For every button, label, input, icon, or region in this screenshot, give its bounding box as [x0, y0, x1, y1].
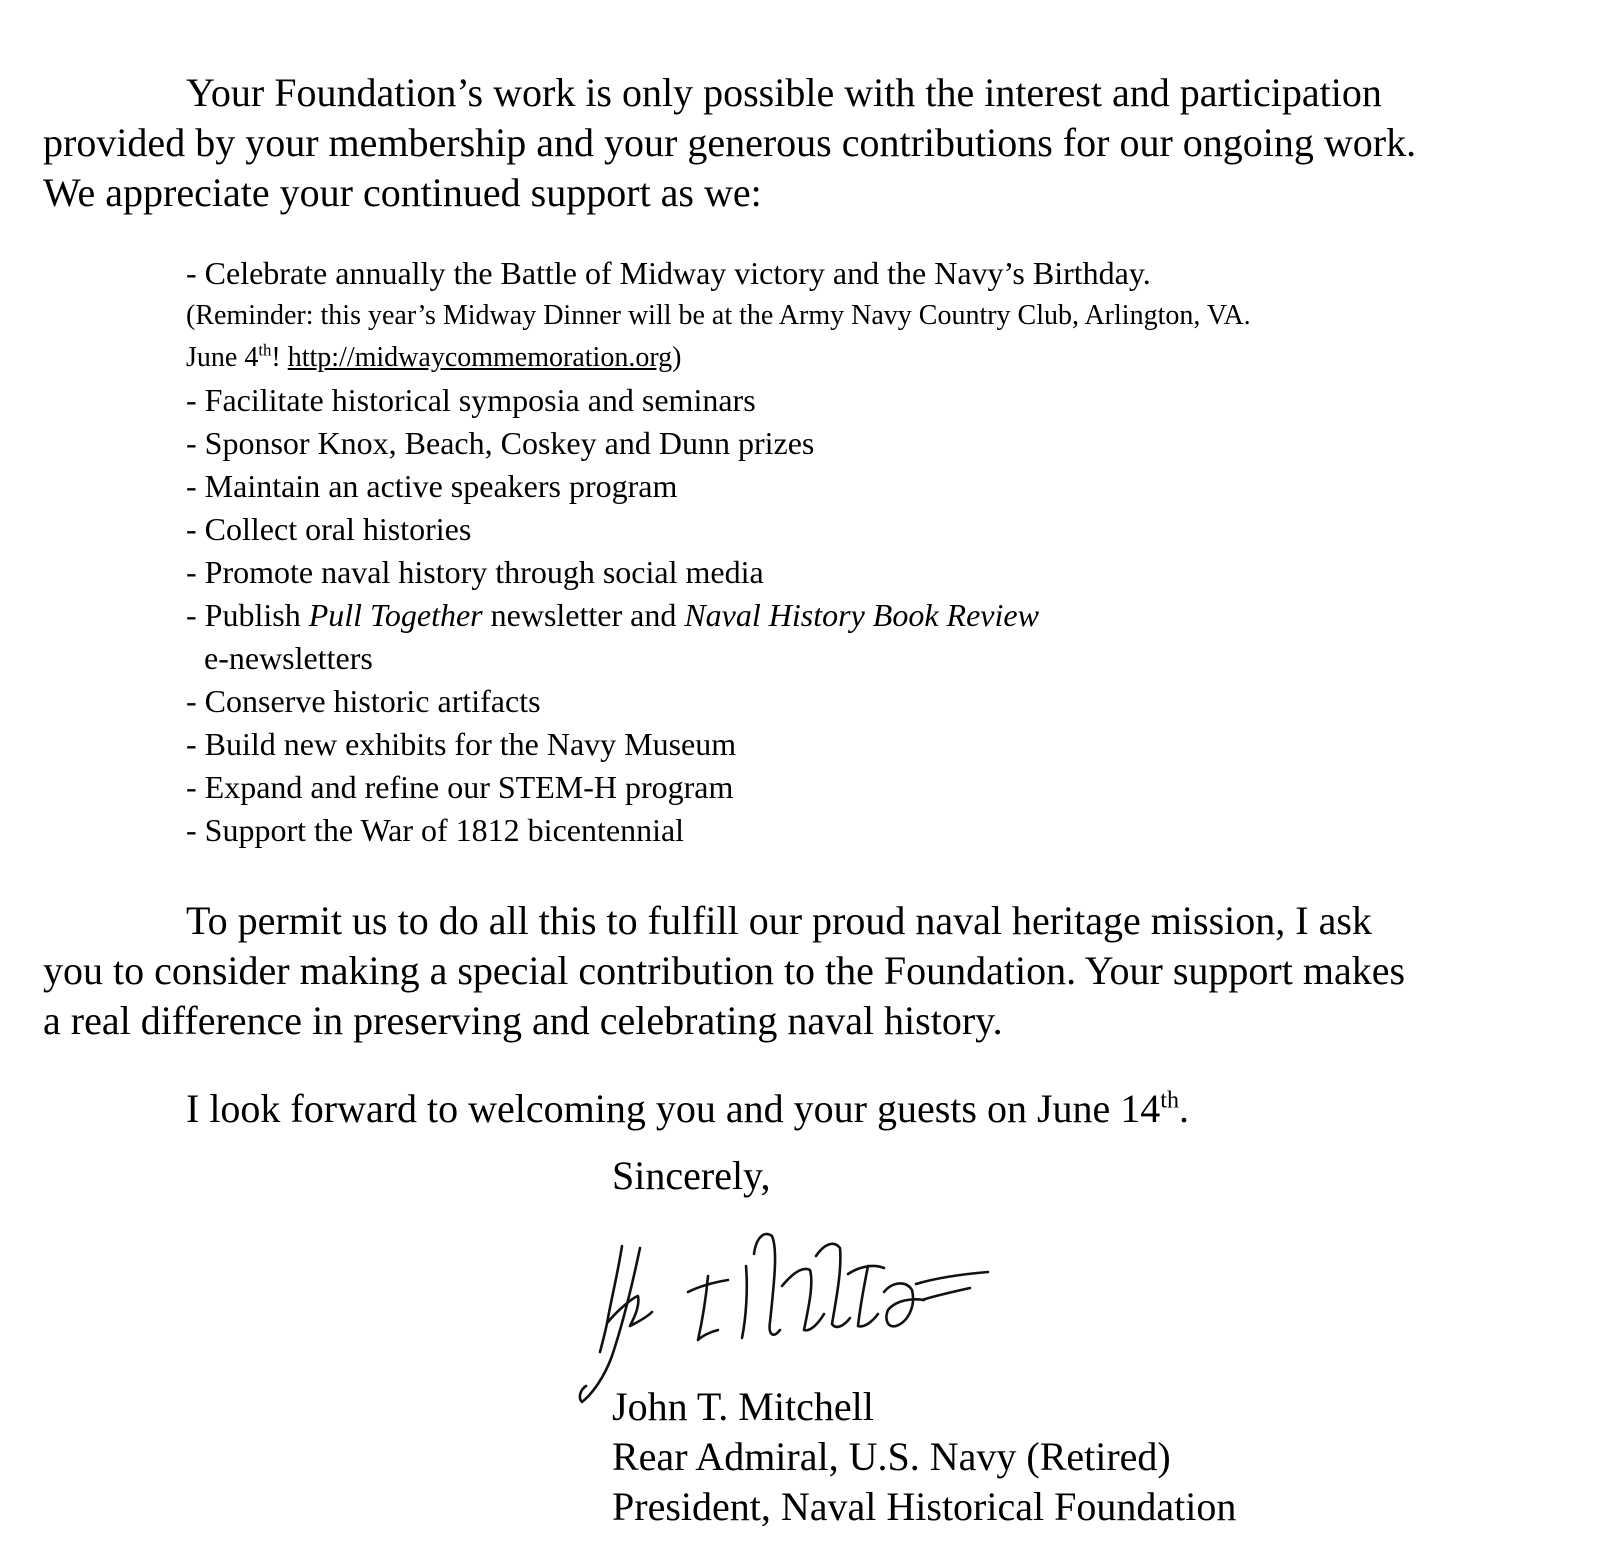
reminder-close: )	[672, 342, 682, 373]
reminder-date: June 4	[186, 342, 259, 373]
appeal-paragraph	[43, 896, 1573, 1046]
activity-symposia: - Facilitate historical symposia and seminars	[186, 382, 756, 418]
activity-war-1812: - Support the War of 1812 bicentennial	[186, 812, 685, 848]
intro-line-2: provided by your membership and your generous contributions for our ongoing work.	[43, 120, 1417, 165]
intro-line-1: Your Foundation’s work is only possible with the interest and participation	[186, 70, 1382, 115]
activity-speakers: - Maintain an active speakers program	[186, 468, 678, 504]
reminder-date-suffix: th	[258, 340, 272, 360]
publish-prefix: - Publish	[186, 597, 309, 633]
signer-title: President, Naval Historical Foundation	[612, 1484, 1237, 1529]
publish-title-book-review: Naval History Book Review	[684, 597, 1039, 633]
activity-reminder-line-2	[186, 337, 1486, 379]
activity-publish	[186, 594, 1486, 637]
signer-block	[612, 1382, 1236, 1532]
activity-artifacts: - Conserve historic artifacts	[186, 683, 541, 719]
activities-list	[186, 252, 1486, 852]
publish-title-pull-together: Pull Together	[308, 597, 483, 633]
publish-mid: newsletter and	[482, 597, 685, 633]
activity-social-media: - Promote naval history through social media	[186, 554, 764, 590]
welcome-text: I look forward to welcoming you and your guests on June 14	[186, 1086, 1161, 1131]
appeal-line-2: you to consider making a special contribution to the Foundation. Your support makes	[43, 948, 1406, 993]
welcome-paragraph	[43, 1084, 1573, 1134]
activity-oral-histories: - Collect oral histories	[186, 511, 472, 547]
welcome-end: .	[1178, 1086, 1189, 1131]
appeal-line-3: a real difference in preserving and celebrating naval history.	[43, 998, 1003, 1043]
welcome-date-suffix: th	[1160, 1087, 1179, 1114]
signer-name: John T. Mitchell	[612, 1384, 874, 1429]
handwritten-signature-icon	[578, 1226, 1008, 1406]
activity-stem: - Expand and refine our STEM-H program	[186, 769, 734, 805]
reminder-exclaim: !	[271, 342, 288, 373]
activity-reminder-line-1: (Reminder: this year’s Midway Dinner will be at the Army Navy Country Club, Arlington, VA.	[186, 300, 1251, 331]
activity-celebrate: - Celebrate annually the Battle of Midway victory and the Navy’s Birthday.	[186, 255, 1151, 291]
closing-salutation: Sincerely,	[612, 1153, 771, 1198]
intro-line-3: We appreciate your continued support as we:	[43, 170, 762, 215]
activity-prizes: - Sponsor Knox, Beach, Coskey and Dunn prizes	[186, 425, 815, 461]
activity-exhibits: - Build new exhibits for the Navy Museum	[186, 726, 737, 762]
signer-rank: Rear Admiral, U.S. Navy (Retired)	[612, 1434, 1171, 1479]
intro-paragraph	[43, 68, 1573, 218]
appeal-line-1: To permit us to do all this to fulfill our proud naval heritage mission, I ask	[186, 898, 1372, 943]
welcome-line	[43, 1084, 1573, 1134]
activity-publish-continued: e-newsletters	[204, 640, 373, 676]
midway-commemoration-link[interactable]: http://midwaycommemoration.org	[287, 342, 673, 373]
